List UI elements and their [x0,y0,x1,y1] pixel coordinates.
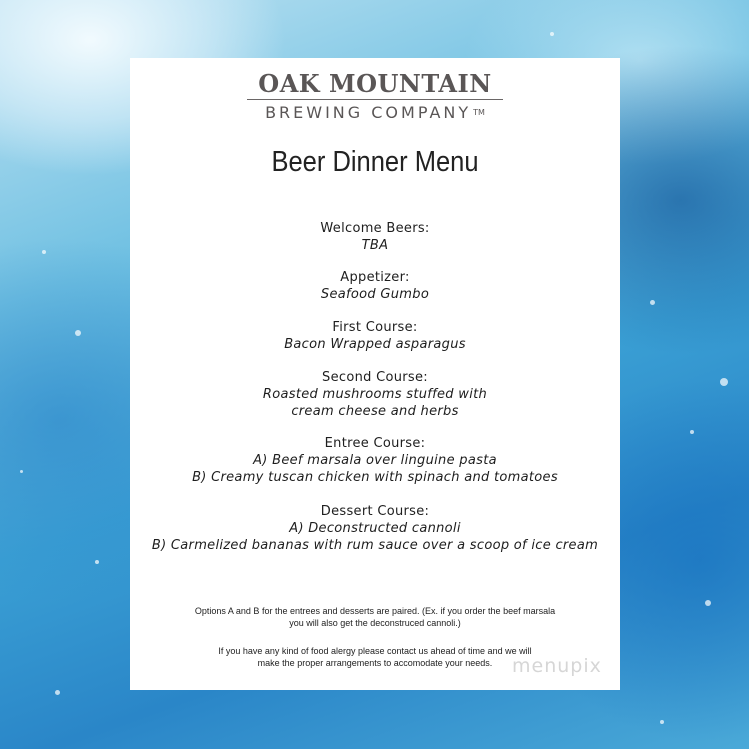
background-speck [660,720,664,724]
course-welcome-beers [130,220,620,254]
course-appetizer [130,269,620,303]
course-heading: First Course: [332,320,418,335]
background-speck [720,378,728,386]
course-option-a: A) Beef marsala over linguine pasta [253,453,497,468]
course-item: cream cheese and herbs [291,404,459,419]
note-line: make the proper arrangements to accomodate your needs. [257,658,493,668]
course-heading: Second Course: [322,370,428,385]
brand-subtitle: BREWING COMPANY [265,103,472,122]
course-heading: Dessert Course: [320,504,430,519]
course-heading: Welcome Beers: [320,221,430,236]
course-item: Seafood Gumbo [320,287,430,302]
background-speck [550,32,554,36]
background-speck [95,560,99,564]
course-heading: Entree Course: [324,436,426,451]
course-option-b: B) Creamy tuscan chicken with spinach and tomatoes [192,470,558,485]
brand-name-bottom [130,104,620,122]
course-dessert [130,503,620,554]
note-line: If you have any kind of food alergy please contact us ahead of time and we will [218,646,532,656]
course-item: Bacon Wrapped asparagus [284,337,466,352]
trademark-mark: TM [473,108,485,117]
note-line: Options A and B for the entrees and desserts are paired. (Ex. if you order the beef marsala [194,606,556,616]
course-entree [130,435,620,486]
watermark: menupix [512,655,602,677]
course-item: Roasted mushrooms stuffed with [262,387,488,402]
course-second [130,369,620,420]
background-speck [690,430,694,434]
background-speck [705,600,711,606]
course-option-b: B) Carmelized bananas with rum sauce over a scoop of ice cream [151,538,599,553]
course-heading: Appetizer: [340,270,410,285]
logo-divider [247,99,503,100]
background-speck [75,330,81,336]
course-item: TBA [361,238,389,253]
pairing-note [130,605,620,629]
brand-name-top: OAK MOUNTAIN [258,69,492,98]
note-line: you will also get the deconstruced cannoli.) [289,618,461,628]
background-speck [650,300,655,305]
background-speck [55,690,60,695]
course-first [130,319,620,353]
menu-card [130,58,620,690]
background-speck [42,250,46,254]
background-speck [20,470,23,473]
menu-title: Beer Dinner Menu [271,146,479,178]
brand-logo [130,70,620,122]
course-option-a: A) Deconstructed cannoli [289,521,461,536]
